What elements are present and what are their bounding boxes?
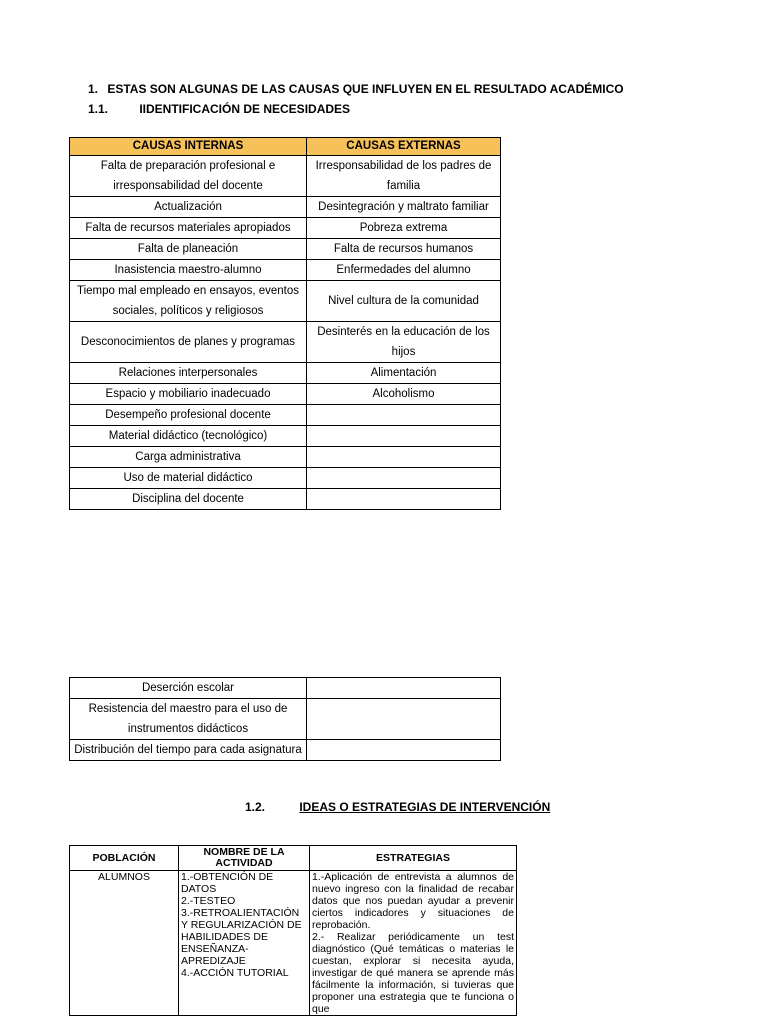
causes-table [69,137,501,510]
heading-causes-number: 1. [88,82,99,96]
external-cause-cell: Pobreza extrema [307,218,501,239]
internal-cause-cell: Resistencia del maestro para el uso de instrumentos didácticos [70,699,307,740]
heading-strategies [245,800,550,814]
strategy-item: 1.-Aplicación de entrevista a alumnos de nuevo ingreso con la finalidad de recabar datos que nos puedan ayudar a prevenir ciertos indicadores y situaciones de reprobación. [312,871,514,931]
internal-cause-cell: Falta de planeación [70,239,307,260]
causes-row [70,405,501,426]
internal-cause-cell: Relaciones interpersonales [70,363,307,384]
causes-row [70,384,501,405]
header-internal-causes: CAUSAS INTERNAS [70,138,307,156]
causes-row [70,156,501,197]
activity-item: 4.-ACCIÓN TUTORIAL [181,967,289,979]
internal-cause-cell: Inasistencia maestro-alumno [70,260,307,281]
causes-table-header [70,138,501,156]
strategies-cell [310,871,517,1016]
heading-strategies-number: 1.2. [245,800,266,814]
causes-row [70,678,501,699]
activity-item: 2.-TESTEO [181,895,236,907]
causes-table-continued [69,677,501,761]
causes-row [70,322,501,363]
internal-cause-cell: Disciplina del docente [70,489,307,510]
internal-cause-cell: Tiempo mal empleado en ensayos, eventos sociales, políticos y religiosos [70,281,307,322]
causes-row [70,239,501,260]
internal-cause-cell: Desempeño profesional docente [70,405,307,426]
strategies-table-header [70,846,517,871]
internal-cause-cell: Carga administrativa [70,447,307,468]
external-cause-cell [307,468,501,489]
strategies-table [69,845,517,1016]
causes-row [70,447,501,468]
internal-cause-cell: Actualización [70,197,307,218]
heading-causes-text: ESTAS SON ALGUNAS DE LAS CAUSAS QUE INFLUYEN EN EL RESULTADO ACADÉMICO [107,82,624,96]
internal-cause-cell: Distribución del tiempo para cada asignatura [70,740,307,761]
activity-item: 1.-OBTENCIÓN DE DATOS [181,871,274,895]
strategy-item: 2.- Realizar periódicamente un test diagnóstico (Qué temáticas o materias le cuestan, explorar si necesita ayuda, investigar de qué manera se aprende más fácilmente la información, si tuvieras que proponer una estrategia que te funciona o que [312,931,514,1015]
external-cause-cell: Enfermedades del alumno [307,260,501,281]
external-cause-cell: Desinterés en la educación de los hijos [307,322,501,363]
header-external-causes: CAUSAS EXTERNAS [307,138,501,156]
internal-cause-cell: Material didáctico (tecnológico) [70,426,307,447]
external-cause-cell [307,447,501,468]
causes-row [70,426,501,447]
internal-cause-cell: Uso de material didáctico [70,468,307,489]
heading-causes [88,82,624,96]
internal-cause-cell: Deserción escolar [70,678,307,699]
causes-row [70,699,501,740]
external-cause-cell: Desintegración y maltrato familiar [307,197,501,218]
heading-strategies-text: IDEAS O ESTRATEGIAS DE INTERVENCIÓN [299,800,551,814]
external-cause-cell: Irresponsabilidad de los padres de familia [307,156,501,197]
heading-needs-number: 1.1. [88,102,109,116]
causes-row [70,218,501,239]
internal-cause-cell: Falta de recursos materiales apropiados [70,218,307,239]
header-population: POBLACIÓN [70,846,179,871]
internal-cause-cell: Desconocimientos de planes y programas [70,322,307,363]
activities-cell [179,871,310,1016]
population-cell: ALUMNOS [70,871,179,1016]
internal-cause-cell: Espacio y mobiliario inadecuado [70,384,307,405]
external-cause-cell: Falta de recursos humanos [307,239,501,260]
causes-table-body [70,156,501,510]
external-cause-cell [307,699,501,740]
causes-row [70,260,501,281]
causes-row [70,468,501,489]
causes-row [70,363,501,384]
external-cause-cell [307,405,501,426]
causes-row [70,489,501,510]
external-cause-cell [307,678,501,699]
activity-item: 3.-RETROALIENTACIÓN Y REGULARIZACIÓN DE HABILIDADES DE ENSEÑANZA-APREDIZAJE [181,907,302,967]
external-cause-cell [307,740,501,761]
causes-row [70,740,501,761]
causes-table-continued-body [70,678,501,761]
heading-needs [88,102,350,116]
external-cause-cell: Nivel cultura de la comunidad [307,281,501,322]
strategies-row [70,871,517,1016]
external-cause-cell: Alcoholismo [307,384,501,405]
external-cause-cell: Alimentación [307,363,501,384]
heading-needs-text: IIDENTIFICACIÓN DE NECESIDADES [139,102,351,116]
external-cause-cell [307,426,501,447]
header-activity-name: NOMBRE DE LA ACTIVIDAD [179,846,310,871]
causes-row [70,281,501,322]
causes-row [70,197,501,218]
internal-cause-cell: Falta de preparación profesional e irresponsabilidad del docente [70,156,307,197]
header-strategies: ESTRATEGIAS [310,846,517,871]
external-cause-cell [307,489,501,510]
